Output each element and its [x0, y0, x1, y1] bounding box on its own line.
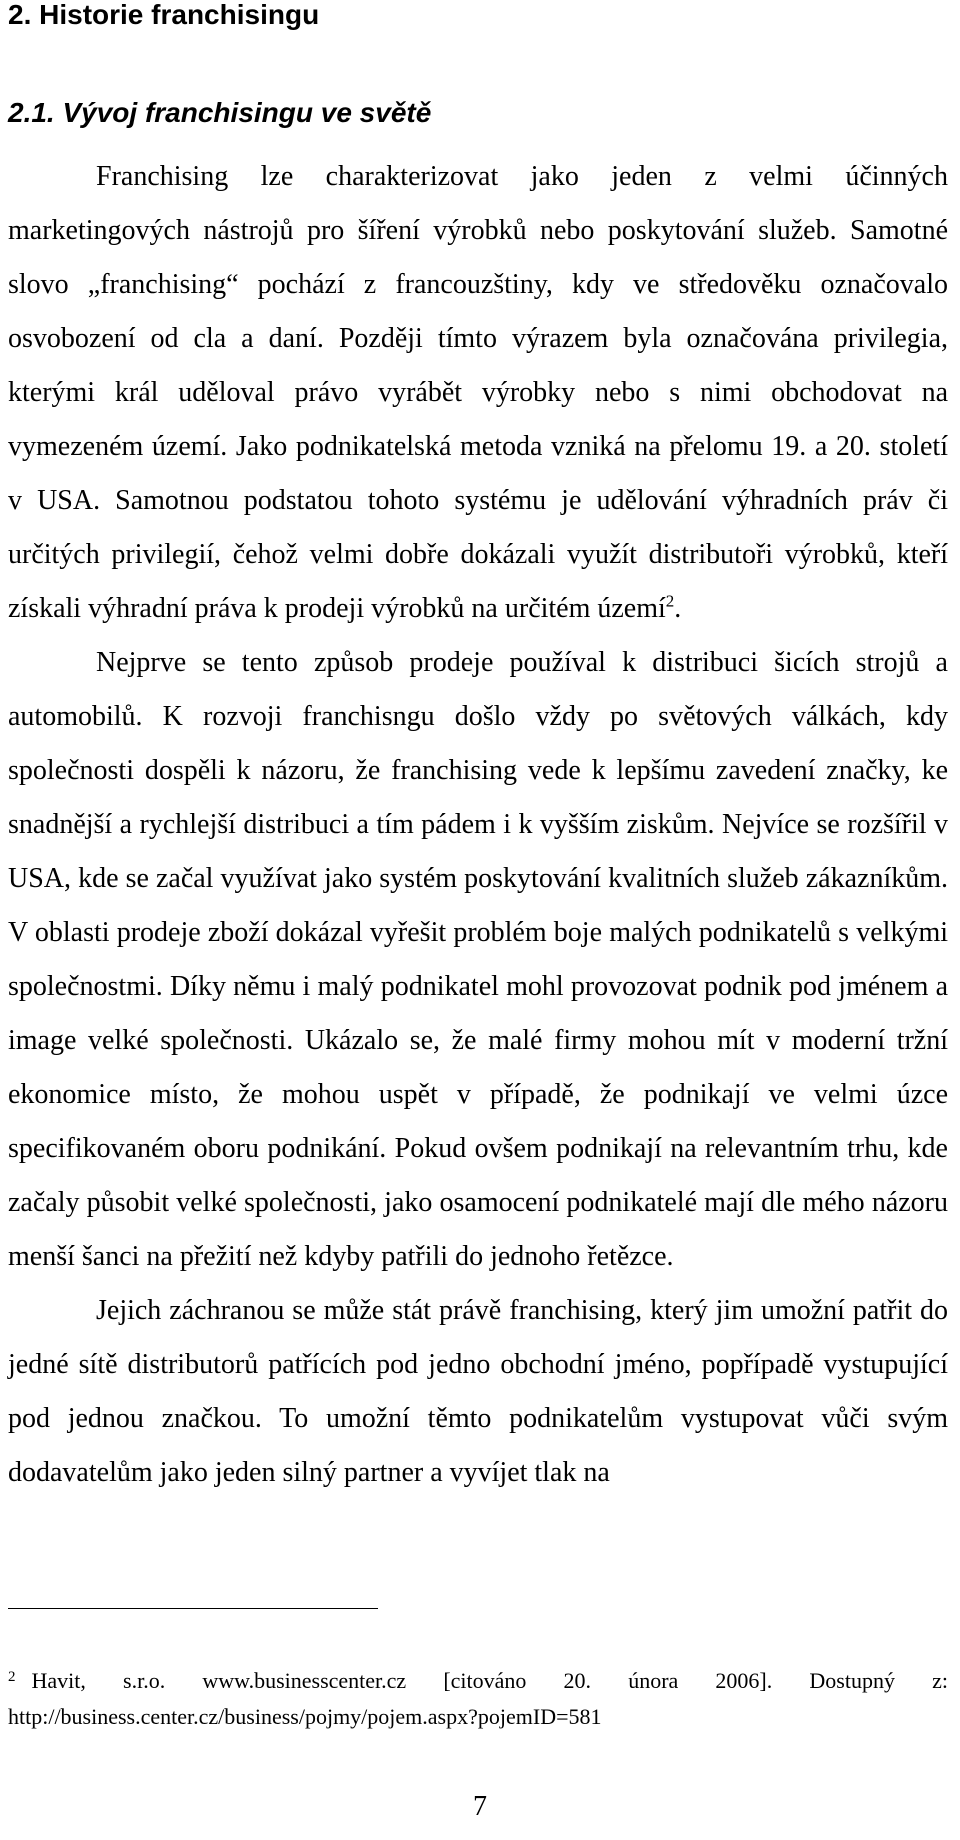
footnote-mark: 2 [8, 1669, 16, 1685]
paragraph-2: Nejprve se tento způsob prodeje používal k distribuci šicích strojů a automobilů. K rozvoji franchisngu došlo vždy po světových válkách, kdy společnosti dospěli k názoru, že franchising vede k lepšímu zavedení značky, ke snadnější a rychlejší distribuci a tím pádem i k vyšším ziskům. Nejvíce se rozšířil v USA, kde se začal využívat jako systém poskytování kvalitních služeb zákazníkům. V oblasti prodeje zboží dokázal vyřešit problém boje malých podnikatelů s velkými společnostmi. Díky němu i malý podnikatel mohl provozovat podnik pod jménem a image velké společnosti. Ukázalo se, že malé firmy mohou mít v moderní tržní ekonomice místo, že mohou uspět v případě, že podnikají ve velmi úzce specifikovaném oboru podnikání. Pokud ovšem podnikají na relevantním trhu, kde začaly působit velké společnosti, jako osamocení podnikatelé mají dle mého názoru menší šanci na přežití než kdyby patřili do jednoho řetězce. [8, 647, 948, 1272]
subsection-heading: 2.1. Vývoj franchisingu ve světě [8, 97, 432, 128]
footnote-reference[interactable]: 2 [665, 591, 675, 611]
paragraph-3: Jejich záchranou se může stát právě franchising, který jim umožní patřit do jedné sítě distributorů patřících pod jedno obchodní jméno, popřípadě vystupující pod jednou značkou. To umožní těmto podnikatelům vystupovat vůči svým dodavatelům jako jeden silný partner a vyvíjet tlak na [8, 1295, 948, 1488]
footnote-text: Havit, s.r.o. www.businesscenter.cz [citováno 20. února 2006]. Dostupný z: http://business.center.cz/business/pojmy/pojem.aspx?pojemID=581 [8, 1668, 948, 1729]
footnote-separator [8, 1608, 378, 1609]
paragraph-1-text: Franchising lze charakterizovat jako jeden z velmi účinných marketingových nástrojů pro šíření výrobků nebo poskytování služeb. Samotné slovo „franchising“ pochází z francouzštiny, kdy ve středověku označovalo osvobození od cla a daní. Později tímto výrazem byla označována privilegia, kterými král uděloval právo vyrábět výrobky nebo s nimi obchodovat na vymezeném území. Jako podnikatelská metoda vzniká na přelomu 19. a 20. století v USA. Samotnou podstatou tohoto systému je udělování výhradních práv či určitých privilegií, čehož velmi dobře dokázali využít distributoři výrobků, kteří získali výhradní práva k prodeji výrobků na určitém území [8, 161, 948, 624]
paragraph-1-end: . [674, 593, 682, 624]
footnote [8, 1663, 948, 1735]
page-number: 7 [473, 1791, 487, 1822]
section-heading: 2. Historie franchisingu [8, 0, 320, 30]
paragraph-1 [8, 150, 948, 636]
